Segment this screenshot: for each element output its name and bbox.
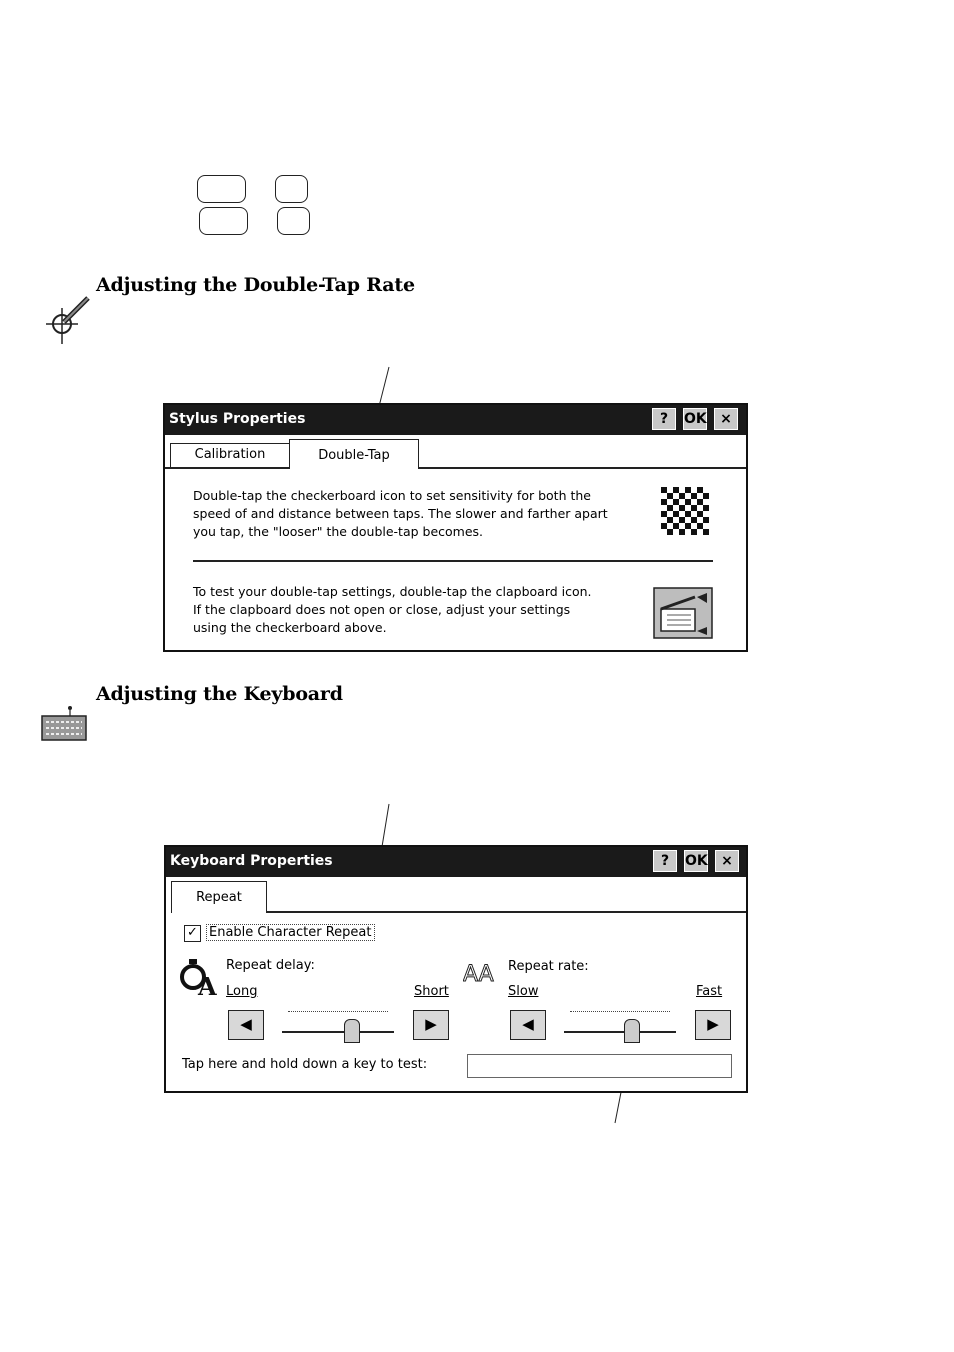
repeat-delay-decrease-button[interactable]: ◀ [228,1010,264,1040]
key-cap-outline [199,207,248,235]
heading-keyboard: Adjusting the Keyboard [96,683,343,705]
repeat-rate-label: Repeat rate: [508,959,589,974]
checkerboard-icon[interactable] [661,487,709,535]
heading-double-tap: Adjusting the Double-Tap Rate [96,274,415,296]
title-bar [166,847,746,877]
enable-repeat-checkbox[interactable]: ✓ [184,925,201,942]
ok-button[interactable]: OK [684,850,708,872]
repeat-rate-decrease-button[interactable]: ◀ [510,1010,546,1040]
tab-divider [266,911,746,913]
ok-button[interactable]: OK [683,408,707,430]
repeat-delay-label: Repeat delay: [226,958,315,973]
keyboard-properties-dialog [164,845,748,1093]
repeat-delay-slider[interactable] [282,1007,394,1043]
tab-calibration[interactable]: Calibration [170,443,290,467]
enable-repeat-label: Enable Character Repeat [206,924,375,941]
help-button[interactable]: ? [652,408,676,430]
svg-text:A: A [198,972,217,997]
stylus-properties-dialog [163,403,748,652]
repeat-rate-increase-button[interactable]: ▶ [695,1010,731,1040]
clapboard-instructions: To test your double-tap settings, double-tap the clapboard icon. If the clapboard does not open or close, adjust your settings using the checkerboard above. [193,584,592,635]
repeat-delay-slider-thumb[interactable] [344,1019,360,1043]
keyboard-icon [40,704,88,744]
repeat-rate-aa-icon [463,959,503,987]
clapboard-icon[interactable] [653,587,713,639]
title-bar [165,405,746,435]
close-button[interactable]: × [714,408,738,430]
key-cap-outline [277,207,310,235]
svg-text:AA: AA [463,962,494,987]
key-cap-outline [275,175,308,203]
test-field-label: Tap here and hold down a key to test: [182,1057,428,1072]
repeat-rate-slider[interactable] [564,1007,676,1043]
repeat-delay-increase-button[interactable]: ▶ [413,1010,449,1040]
repeat-rate-min-label: Slow [508,984,539,999]
close-button[interactable]: × [715,850,739,872]
key-cap-outline [197,175,246,203]
section-divider [193,560,713,562]
tab-divider [165,467,746,469]
tab-repeat[interactable]: Repeat [171,881,267,913]
dialog-title: Keyboard Properties [170,853,333,869]
repeat-rate-slider-thumb[interactable] [624,1019,640,1043]
stopwatch-icon [178,955,220,997]
test-input[interactable] [467,1054,732,1078]
tab-double-tap[interactable]: Double-Tap [289,439,419,469]
repeat-delay-max-label: Short [414,984,449,999]
repeat-delay-min-label: Long [226,984,258,999]
help-button[interactable]: ? [653,850,677,872]
double-tap-instructions: Double-tap the checkerboard icon to set sensitivity for both the speed of and distance between taps. The slower and farther apart you tap, the "looser" the double-tap becomes. [193,488,608,539]
stylus-crosshair-icon [40,292,96,348]
repeat-rate-max-label: Fast [696,984,723,999]
dialog-title: Stylus Properties [169,411,306,427]
